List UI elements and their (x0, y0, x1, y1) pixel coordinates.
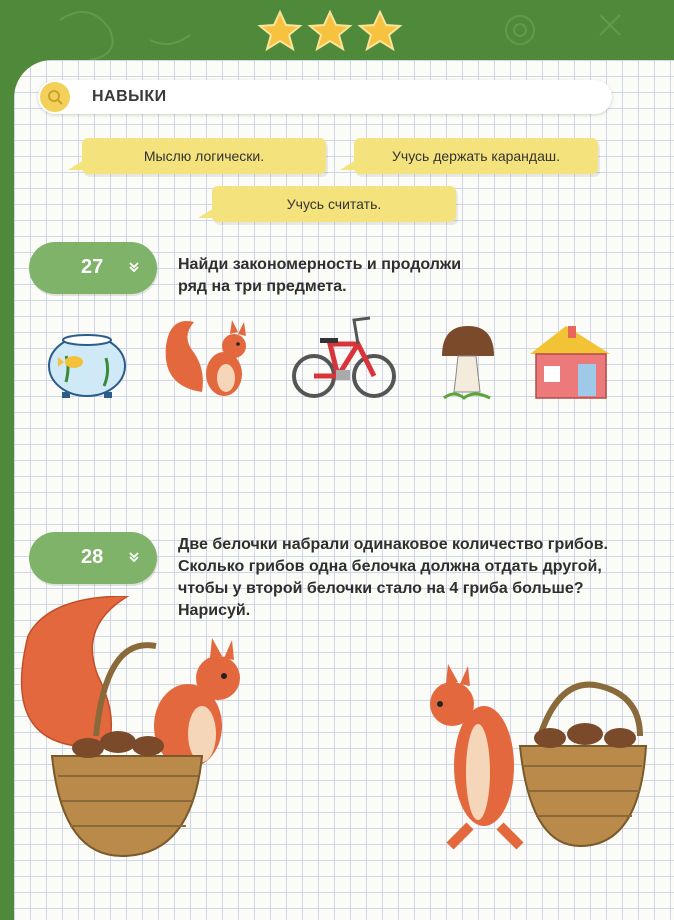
house-icon (524, 320, 616, 404)
skills-title: НАВЫКИ (92, 88, 167, 105)
task-number-badge[interactable] (29, 532, 157, 584)
chevron-down-icon (127, 260, 141, 274)
task-number-badge[interactable] (29, 242, 157, 294)
star-icon (260, 12, 400, 49)
task-instruction-line: ряд на три предмета. (178, 278, 347, 295)
fishbowl-icon (44, 330, 130, 402)
skill-label-counting: Учусь считать. (212, 186, 456, 222)
task-instruction-line: Сколько грибов одна белочка должна отдать другой, (178, 558, 602, 575)
squirrel-with-basket-right (400, 656, 650, 856)
task-instruction-line: Две белочки набрали одинаковое количество грибов. (178, 536, 608, 553)
task-number: 27 (81, 256, 104, 278)
task-instruction-line: Найди закономерность и продолжи (178, 256, 462, 273)
rating-stars (250, 8, 430, 58)
mushroom-icon (438, 322, 496, 402)
skill-label-pencil: Учусь держать карандаш. (354, 138, 598, 174)
bicycle-icon (290, 310, 396, 400)
skills-search-bar[interactable] (38, 80, 612, 114)
chevron-down-icon (127, 550, 141, 564)
task-instruction-line: чтобы у второй белочки стало на 4 гриба больше? (178, 580, 584, 597)
task-instruction-line: Нарисуй. (178, 602, 251, 619)
skill-label-logic: Мыслю логически. (82, 138, 326, 174)
squirrel-icon (162, 312, 258, 400)
squirrel-with-basket-left (18, 596, 258, 866)
search-icon[interactable] (40, 82, 70, 112)
task-number: 28 (81, 546, 104, 568)
